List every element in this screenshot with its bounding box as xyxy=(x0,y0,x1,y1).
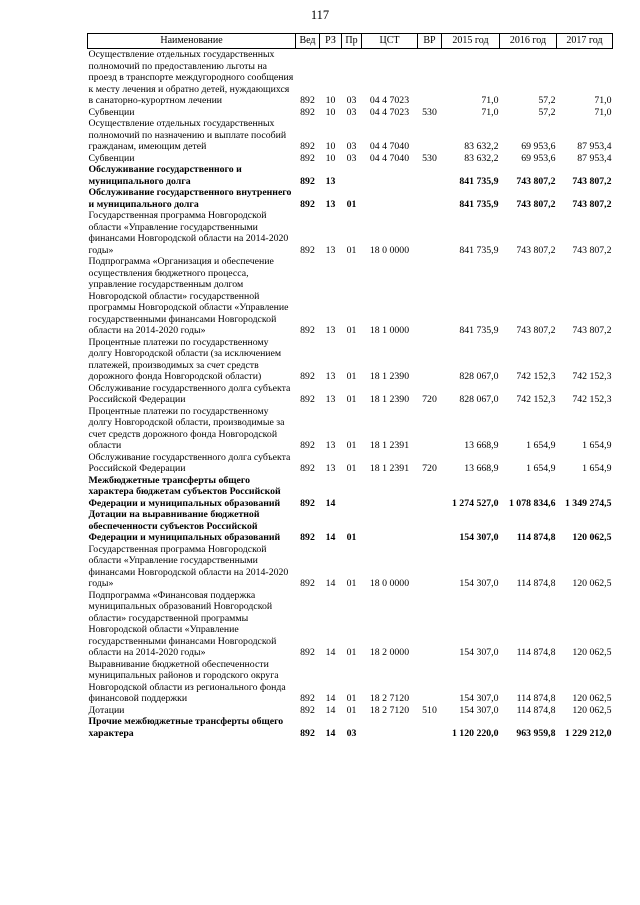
cell-y2016: 114 874,8 xyxy=(516,693,556,704)
cell-y2017: 120 062,5 xyxy=(572,704,612,716)
table-row xyxy=(88,164,613,187)
cell-pr: 01 xyxy=(346,440,357,451)
cell-y2016: 57,2 xyxy=(538,106,556,118)
cell-name: Подпрограмма «Финансовая поддержка муниципальных образований Новгородской области» государственной программы Новгородской области «Управление государственными финансами Новгородской области на 2014-2020 годы» xyxy=(88,589,277,658)
table-header-row xyxy=(88,34,613,49)
cell-y2017: 71,0 xyxy=(594,106,612,118)
cell-y2016: 114 874,8 xyxy=(516,647,556,658)
cell-name: Процентные платежи по государственному долгу Новгородской области (за исключением платежей, производимых за счет средств дорожного фонда Новгородской области) xyxy=(88,336,282,382)
cell-y2015: 13 668,9 xyxy=(464,463,499,474)
cell-pr: 01 xyxy=(346,532,357,543)
table-row xyxy=(88,475,613,510)
cell-ved: 892 xyxy=(300,152,315,164)
cell-cst: 18 1 2391 xyxy=(369,463,410,474)
cell-rz: 10 xyxy=(325,95,336,106)
cell-vr: 720 xyxy=(422,394,437,405)
table-row xyxy=(88,256,613,337)
cell-cst xyxy=(362,164,418,187)
cell-y2017: 743 807,2 xyxy=(572,175,612,187)
cell-cst: 18 1 0000 xyxy=(369,325,410,336)
cell-y2015: 154 307,0 xyxy=(459,578,499,589)
table-row xyxy=(88,118,613,153)
cell-rz: 13 xyxy=(325,394,336,405)
cell-y2015: 71,0 xyxy=(481,106,499,118)
cell-name: Обслуживание государственного долга субъекта Российской Федерации xyxy=(88,451,291,474)
cell-y2017: 120 062,5 xyxy=(572,532,612,543)
cell-vr xyxy=(418,49,442,107)
cell-pr xyxy=(342,475,362,510)
cell-y2016: 1 654,9 xyxy=(526,440,556,451)
cell-y2016: 114 874,8 xyxy=(516,704,556,716)
cell-ved: 892 xyxy=(300,704,315,716)
cell-cst: 18 0 0000 xyxy=(369,578,410,589)
cell-y2016: 57,2 xyxy=(538,95,556,106)
cell-y2015: 154 307,0 xyxy=(459,532,499,543)
cell-y2016: 1 078 834,6 xyxy=(508,497,556,509)
table-row xyxy=(88,337,613,383)
cell-ved: 892 xyxy=(300,727,315,739)
cell-pr xyxy=(342,164,362,187)
cell-vr xyxy=(418,187,442,210)
cell-vr xyxy=(418,590,442,659)
cell-ved: 892 xyxy=(300,371,315,382)
cell-vr: 510 xyxy=(422,704,437,716)
cell-y2015: 828 067,0 xyxy=(459,394,499,405)
header-pr: Пр xyxy=(342,34,362,49)
cell-y2015: 71,0 xyxy=(481,95,499,106)
cell-pr: 01 xyxy=(346,325,357,336)
cell-y2016: 743 807,2 xyxy=(516,198,556,210)
cell-name: Межбюджетные трансферты общего характера бюджетам субъектов Российской Федерации и муниципальных образований xyxy=(88,474,281,509)
cell-rz: 10 xyxy=(325,106,336,118)
cell-name: Выравнивание бюджетной обеспеченности муниципальных районов и городского округа Новгородской области из регионального фонда финансовой поддержки xyxy=(88,658,286,704)
cell-vr xyxy=(418,475,442,510)
cell-cst: 04 4 7023 xyxy=(369,95,410,106)
cell-ved: 892 xyxy=(300,647,315,658)
cell-cst: 18 2 7120 xyxy=(369,704,410,716)
table-body xyxy=(88,49,613,740)
cell-vr xyxy=(418,659,442,705)
cell-pr: 01 xyxy=(346,578,357,589)
cell-rz: 14 xyxy=(325,532,336,543)
header-vr: ВР xyxy=(418,34,442,49)
cell-rz: 14 xyxy=(325,693,336,704)
cell-y2016: 1 654,9 xyxy=(526,463,556,474)
cell-name: Осуществление отдельных государственных полномочий по назначению и выплате пособий гражданам, имеющим детей xyxy=(88,118,287,152)
cell-rz: 13 xyxy=(325,244,336,256)
cell-y2016: 69 953,6 xyxy=(521,152,556,164)
cell-y2017: 742 152,3 xyxy=(572,394,612,405)
cell-name: Подпрограмма «Организация и обеспечение осуществления бюджетного процесса, управление государственным долгом Новгородской области» государственной программы Новгородской области «Управление государственными финансами Новгородской области на 2014-2020 годы» xyxy=(88,256,289,336)
cell-y2016: 743 807,2 xyxy=(516,175,556,187)
page-number: 117 xyxy=(310,8,330,22)
cell-cst: 18 1 2390 xyxy=(369,394,410,405)
cell-name: Обслуживание государственного долга субъекта Российской Федерации xyxy=(88,382,291,405)
table-row xyxy=(88,187,613,210)
cell-pr: 01 xyxy=(346,647,357,658)
cell-y2016: 743 807,2 xyxy=(516,244,556,256)
cell-cst: 18 1 2390 xyxy=(369,371,410,382)
cell-rz: 10 xyxy=(325,152,336,164)
cell-y2016: 114 874,8 xyxy=(516,578,556,589)
cell-rz: 14 xyxy=(325,497,336,509)
table-row xyxy=(88,383,613,406)
cell-y2015: 828 067,0 xyxy=(459,371,499,382)
cell-pr: 03 xyxy=(346,106,357,118)
cell-vr xyxy=(418,337,442,383)
cell-vr: 530 xyxy=(422,152,437,164)
cell-name: Государственная программа Новгородской области «Управление государственными финансами Новгородской области на 2014-2020 годы» xyxy=(88,543,289,589)
cell-name: Государственная программа Новгородской области «Управление государственными финансами Новгородской области на 2014-2020 годы» xyxy=(88,210,289,256)
cell-y2015: 841 735,9 xyxy=(459,244,499,256)
budget-table xyxy=(87,33,613,739)
table-row xyxy=(88,590,613,659)
cell-ved: 892 xyxy=(300,244,315,256)
cell-y2017: 1 229 212,0 xyxy=(564,727,612,739)
cell-vr: 720 xyxy=(422,463,437,474)
table-row xyxy=(88,210,613,256)
cell-rz: 13 xyxy=(325,440,336,451)
cell-y2015: 1 274 527,0 xyxy=(451,497,499,509)
cell-ved: 892 xyxy=(300,463,315,474)
cell-y2015: 83 632,2 xyxy=(464,141,499,152)
cell-y2017: 1 654,9 xyxy=(582,440,612,451)
cell-pr: 03 xyxy=(346,141,357,152)
cell-y2015: 154 307,0 xyxy=(459,647,499,658)
cell-ved: 892 xyxy=(300,394,315,405)
cell-rz: 14 xyxy=(325,704,336,716)
cell-y2017: 120 062,5 xyxy=(572,647,612,658)
cell-cst: 04 4 7040 xyxy=(369,141,410,152)
cell-y2015: 841 735,9 xyxy=(459,198,499,210)
cell-pr: 01 xyxy=(346,693,357,704)
cell-y2016: 743 807,2 xyxy=(516,325,556,336)
cell-ved: 892 xyxy=(300,532,315,543)
cell-name: Субвенции xyxy=(88,106,135,118)
cell-y2015: 1 120 220,0 xyxy=(451,727,499,739)
cell-vr: 530 xyxy=(422,106,437,118)
cell-pr: 01 xyxy=(346,371,357,382)
cell-vr xyxy=(418,716,442,739)
cell-y2017: 120 062,5 xyxy=(572,578,612,589)
table-row xyxy=(88,509,613,544)
cell-name: Дотации на выравнивание бюджетной обеспеченности субъектов Российской Федерации и муниципальных образований xyxy=(88,509,281,543)
cell-ved: 892 xyxy=(300,325,315,336)
cell-name: Обслуживание государственного внутреннего и муниципального долга xyxy=(88,187,292,210)
cell-cst: 18 2 0000 xyxy=(369,647,410,658)
cell-cst: 04 4 7023 xyxy=(369,106,410,118)
table-row xyxy=(88,107,613,119)
cell-y2015: 841 735,9 xyxy=(459,175,499,187)
cell-rz: 13 xyxy=(325,371,336,382)
cell-y2017: 87 953,4 xyxy=(577,152,612,164)
table-row xyxy=(88,716,613,739)
cell-y2016: 742 152,3 xyxy=(516,394,556,405)
cell-name: Дотации xyxy=(88,704,125,716)
cell-ved: 892 xyxy=(300,95,315,106)
cell-cst: 18 1 2391 xyxy=(369,440,410,451)
cell-y2017: 87 953,4 xyxy=(577,141,612,152)
cell-pr: 01 xyxy=(346,198,357,210)
cell-vr xyxy=(418,164,442,187)
cell-vr xyxy=(418,406,442,452)
cell-rz: 14 xyxy=(325,727,336,739)
table-row xyxy=(88,49,613,107)
cell-vr xyxy=(418,210,442,256)
cell-y2017: 1 654,9 xyxy=(582,463,612,474)
cell-y2017: 743 807,2 xyxy=(572,325,612,336)
cell-cst: 04 4 7040 xyxy=(369,152,410,164)
cell-rz: 13 xyxy=(325,175,336,187)
table-row xyxy=(88,452,613,475)
cell-vr xyxy=(418,544,442,590)
table-row xyxy=(88,406,613,452)
cell-y2015: 154 307,0 xyxy=(459,693,499,704)
cell-rz: 14 xyxy=(325,647,336,658)
cell-y2015: 13 668,9 xyxy=(464,440,499,451)
cell-vr xyxy=(418,256,442,337)
cell-cst: 18 2 7120 xyxy=(369,693,410,704)
cell-rz: 13 xyxy=(325,198,336,210)
header-2015: 2015 год xyxy=(442,34,500,49)
header-name: Наименование xyxy=(88,34,296,49)
cell-rz: 13 xyxy=(325,463,336,474)
cell-ved: 892 xyxy=(300,693,315,704)
cell-y2017: 120 062,5 xyxy=(572,693,612,704)
cell-pr: 01 xyxy=(346,244,357,256)
header-cst: ЦСТ xyxy=(362,34,418,49)
cell-pr: 01 xyxy=(346,704,357,716)
cell-name: Субвенции xyxy=(88,152,135,164)
cell-ved: 892 xyxy=(300,175,315,187)
cell-y2015: 83 632,2 xyxy=(464,152,499,164)
cell-ved: 892 xyxy=(300,497,315,509)
cell-ved: 892 xyxy=(300,578,315,589)
cell-y2017: 71,0 xyxy=(594,95,612,106)
header-rz: РЗ xyxy=(320,34,342,49)
cell-pr: 01 xyxy=(346,463,357,474)
table-row xyxy=(88,153,613,165)
cell-rz: 10 xyxy=(325,141,336,152)
cell-y2015: 841 735,9 xyxy=(459,325,499,336)
cell-rz: 14 xyxy=(325,578,336,589)
cell-pr: 01 xyxy=(346,394,357,405)
cell-y2017: 743 807,2 xyxy=(572,198,612,210)
cell-rz: 13 xyxy=(325,325,336,336)
cell-cst xyxy=(362,187,418,210)
cell-y2015: 154 307,0 xyxy=(459,704,499,716)
cell-pr: 03 xyxy=(346,727,357,739)
header-2017: 2017 год xyxy=(557,34,613,49)
cell-y2016: 69 953,6 xyxy=(521,141,556,152)
cell-pr: 03 xyxy=(346,95,357,106)
cell-cst xyxy=(362,716,418,739)
cell-y2016: 114 874,8 xyxy=(516,532,556,543)
cell-y2016: 963 959,8 xyxy=(516,727,556,739)
cell-vr xyxy=(418,118,442,153)
cell-vr xyxy=(418,509,442,544)
cell-y2017: 743 807,2 xyxy=(572,244,612,256)
header-ved: Вед xyxy=(296,34,320,49)
cell-cst: 18 0 0000 xyxy=(369,244,410,256)
table-row xyxy=(88,659,613,705)
table-row xyxy=(88,705,613,717)
cell-name: Обслуживание государственного и муниципального долга xyxy=(88,164,242,187)
cell-name: Осуществление отдельных государственных полномочий по предоставлению льготы на проезд в транспорте междугородного сообщения к месту лечения и обратно детей, нуждающихся в санаторно-курортном лечении xyxy=(88,49,294,106)
cell-y2017: 742 152,3 xyxy=(572,371,612,382)
cell-cst xyxy=(362,509,418,544)
cell-y2016: 742 152,3 xyxy=(516,371,556,382)
cell-pr: 03 xyxy=(346,152,357,164)
cell-name: Прочие межбюджетные трансферты общего характера xyxy=(88,716,284,739)
cell-ved: 892 xyxy=(300,440,315,451)
cell-cst xyxy=(362,475,418,510)
cell-ved: 892 xyxy=(300,106,315,118)
header-2016: 2016 год xyxy=(500,34,557,49)
cell-ved: 892 xyxy=(300,141,315,152)
cell-y2017: 1 349 274,5 xyxy=(564,497,612,509)
table-row xyxy=(88,544,613,590)
cell-ved: 892 xyxy=(300,198,315,210)
cell-name: Процентные платежи по государственному долгу Новгородской области, производимые за счет средств дорожного фонда Новгородской области xyxy=(88,405,285,451)
